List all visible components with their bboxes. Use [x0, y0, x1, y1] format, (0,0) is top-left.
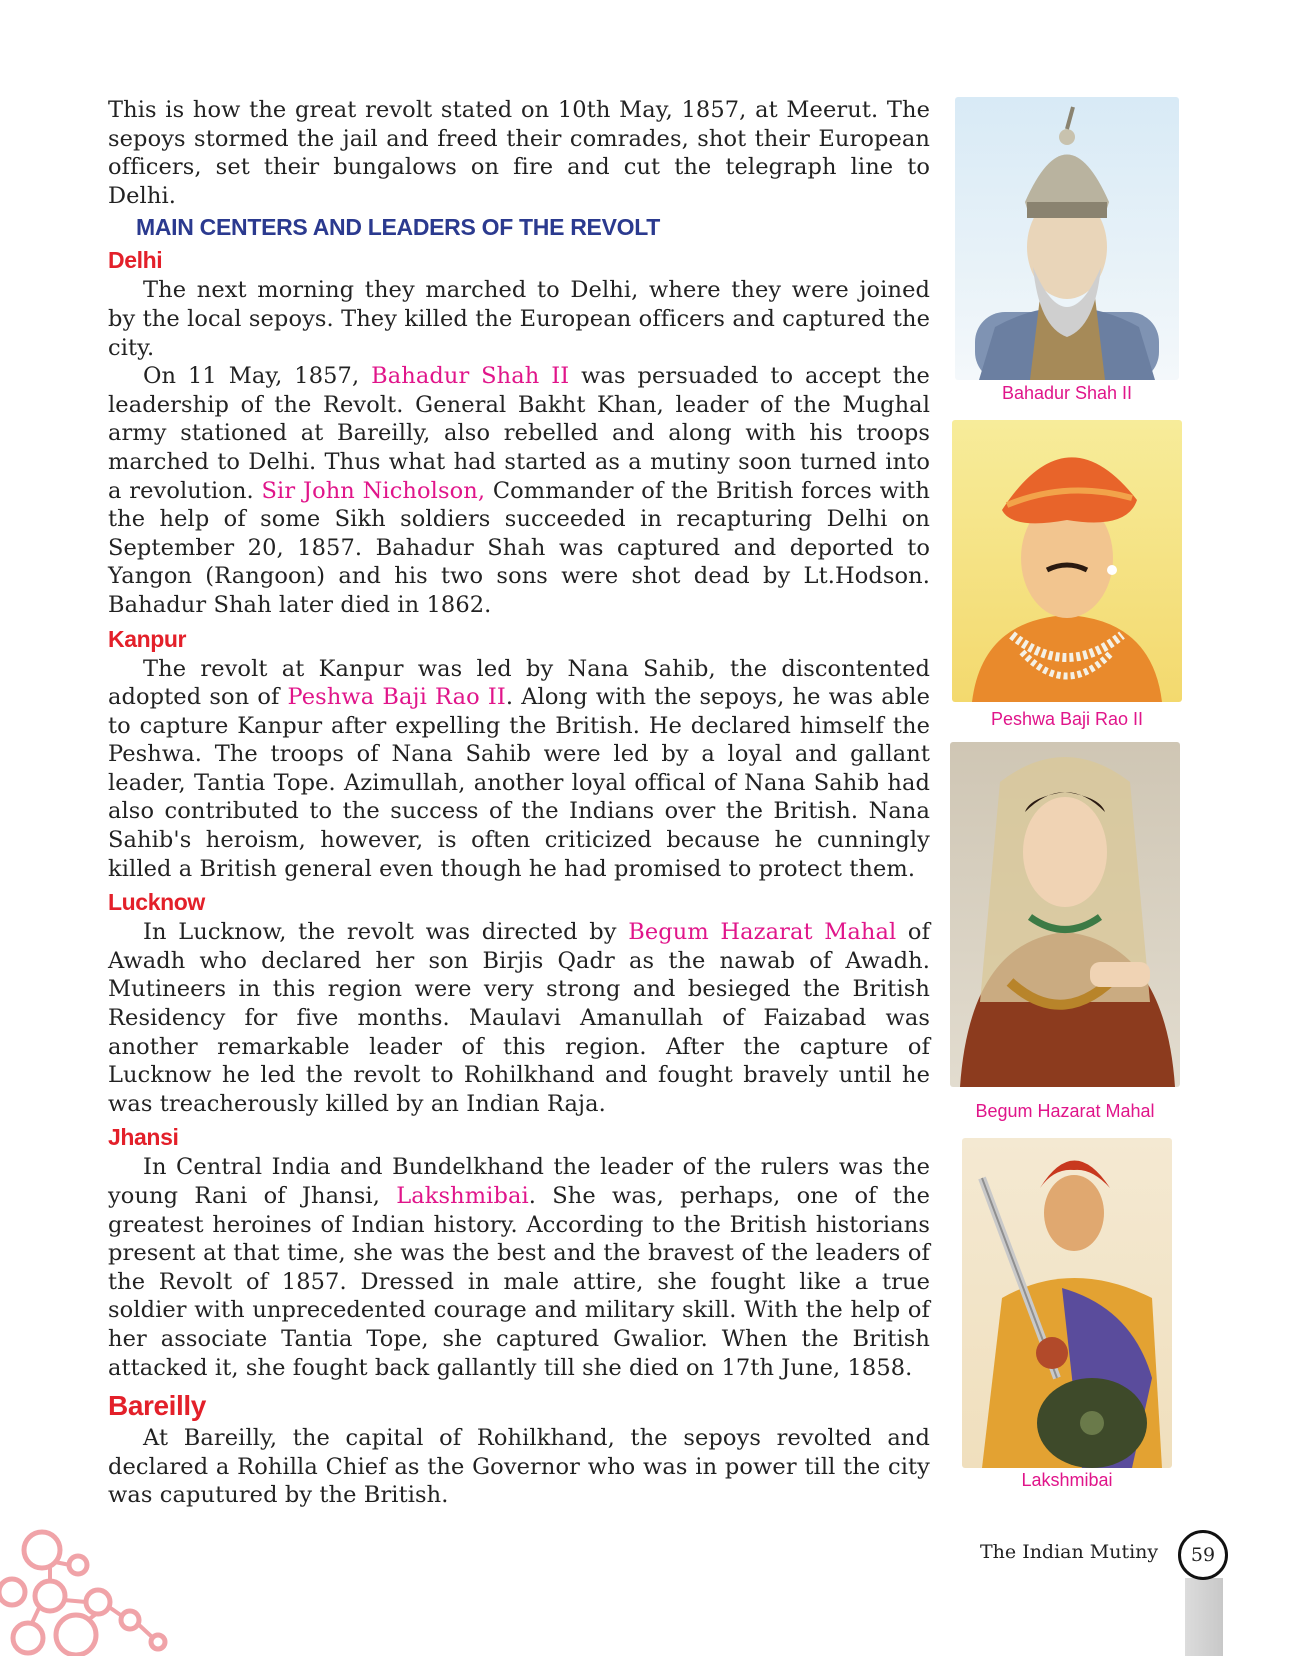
portrait-peshwa	[952, 420, 1182, 702]
text-span: In Lucknow, the revolt was directed by	[143, 919, 629, 946]
intro-paragraph: This is how the great revolt stated on 10th May, 1857, at Meerut. The sepoys stormed the jail and freed their comrades, shot their European officers, set their bungalows on fire and cut the telegraph line to Delhi.	[108, 97, 930, 209]
page-tab	[1185, 1578, 1223, 1656]
delhi-paragraph-1: The next morning they marched to Delhi, where they were joined by the local sepoys. They killed the European officers and captured the city.	[108, 277, 930, 361]
portrait-bahadur-shah	[955, 97, 1179, 380]
kanpur-paragraph	[108, 655, 930, 884]
section-title: MAIN CENTERS AND LEADERS OF THE REVOLT	[136, 214, 661, 241]
highlight-begum: Begum Hazarat Mahal	[628, 919, 897, 946]
lucknow-paragraph	[108, 918, 930, 1118]
delhi-paragraph-2	[108, 362, 930, 619]
heading-bareilly: Bareilly	[108, 1390, 206, 1422]
chapter-title: The Indian Mutiny	[980, 1541, 1159, 1563]
portrait-lakshmibai	[962, 1138, 1172, 1468]
decorative-circles-icon	[0, 1510, 180, 1656]
bareilly-paragraph: At Bareilly, the capital of Rohilkhand, the sepoys revolted and declared a Rohilla Chief as the Governor who was in power till the city was caputured by the British.	[108, 1425, 930, 1509]
text-span: On 11 May, 1857,	[143, 363, 372, 390]
heading-delhi: Delhi	[108, 247, 163, 274]
text-span: . She was, perhaps, one of the greatest heroines of Indian history. According to the British historians present at that time, she was the best and the bravest of the leaders of the Revolt of 1857. Dressed in male attire, she fought like a true soldier with unprecedented courage and military skill. With the help of her associate Tantia Tope, she captured Gwalior. When the British attacked it, she fought back gallantly till she died on 17th June, 1858.	[108, 1183, 930, 1381]
text-span: The revolt at Kanpur was led by Nana Sahib, the discontented adopted son of	[108, 655, 930, 711]
page-number: 59	[1178, 1530, 1228, 1580]
text-span: was persuaded to accept the leadership of the Revolt. General Bakht Khan, leader of the Mughal army stationed at Bareilly, also rebelled and along with his troops marched to Delhi. Thus what had started as a mutiny soon turned into a revolution.	[108, 363, 930, 504]
caption-begum: Begum Hazarat Mahal	[975, 1101, 1155, 1121]
highlight-bahadur-shah: Bahadur Shah II	[371, 363, 570, 390]
heading-lucknow: Lucknow	[108, 889, 205, 916]
caption-peshwa: Peshwa Baji Rao II	[990, 709, 1144, 729]
text-span: of Awadh who declared her son Birjis Qadr as the nawab of Awadh. Mutineers in this region were very strong and besieged the British Residency for five months. Maulavi Amanullah of Faizabad was another remarkable leader of this region. After the capture of Lucknow he led the revolt to Rohilkhand and fought bravely until he was treacherously killed by an Indian Raja.	[108, 919, 930, 1117]
highlight-john-nicholson: Sir John Nicholson,	[261, 477, 486, 504]
caption-lakshmibai: Lakshmibai	[1021, 1470, 1113, 1490]
text-span: . Along with the sepoys, he was able to capture Kanpur after expelling the British. He declared himself the Peshwa. The troops of Nana Sahib were led by a loyal and gallant leader, Tantia Tope. Azimullah, another loyal offical of Nana Sahib had also contributed to the success of the Indians over the British. Nana Sahib's heroism, however, is often criticized because he cunningly killed a British general even though he had promised to protect them.	[108, 684, 930, 882]
heading-kanpur: Kanpur	[108, 625, 187, 652]
text-span: Commander of the British forces with the help of some Sikh soldiers succeeded in recapturing Delhi on September 20, 1857. Bahadur Shah was captured and deported to Yangon (Rangoon) and his two sons were shot dead by Lt.Hodson. Bahadur Shah later died in 1862.	[108, 477, 930, 618]
highlight-lakshmibai: Lakshmibai	[396, 1183, 529, 1209]
highlight-peshwa: Peshwa Baji Rao II	[287, 684, 506, 711]
portrait-begum	[950, 742, 1180, 1087]
text-span: In Central India and Bundelkhand the leader of the rulers was the young Rani of Jhansi,	[108, 1154, 930, 1209]
caption-bahadur-shah: Bahadur Shah II	[1001, 383, 1133, 403]
main-text-column	[108, 96, 930, 1510]
jhansi-paragraph	[108, 1153, 930, 1382]
heading-jhansi: Jhansi	[108, 1124, 179, 1151]
